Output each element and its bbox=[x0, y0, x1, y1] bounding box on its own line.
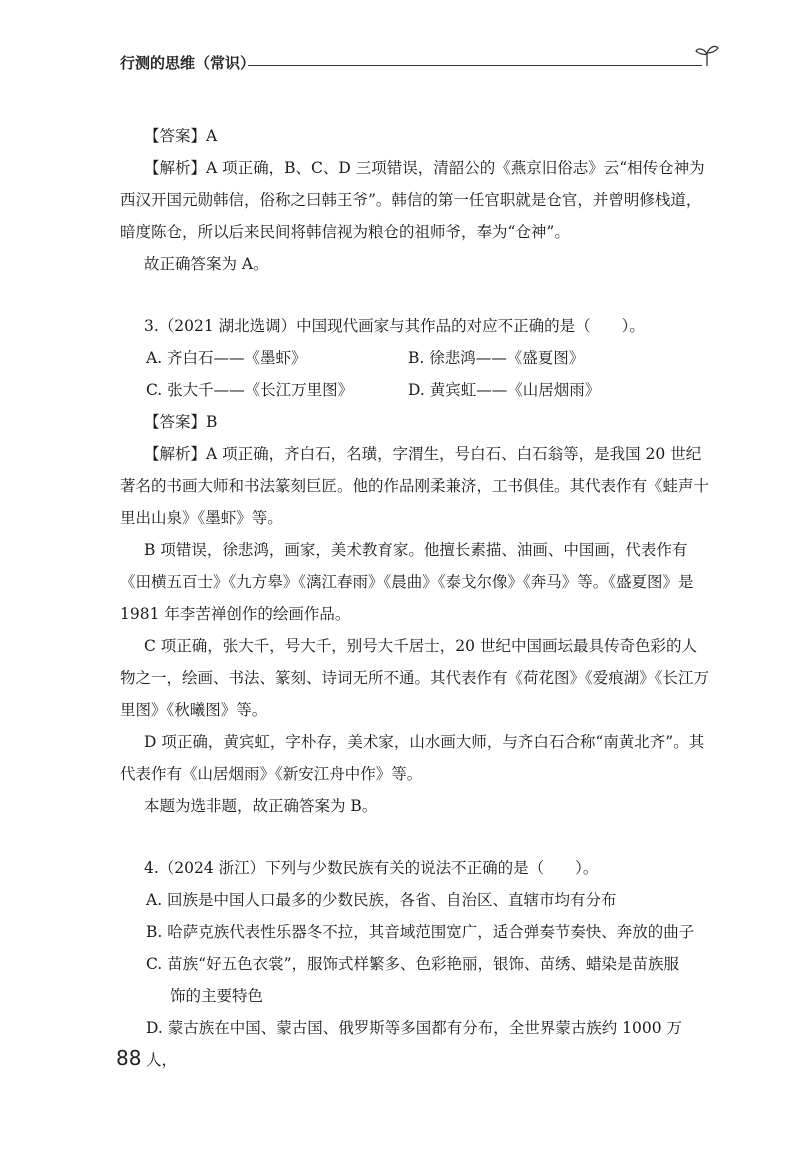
sprout-icon bbox=[694, 42, 720, 68]
q3-answer: 【答案】B bbox=[144, 413, 218, 431]
q3-option-b: B. 徐悲鸿——《盛夏图》 bbox=[408, 349, 585, 367]
q3-stem: 3.（2021 湖北选调）中国现代画家与其作品的对应不正确的是（ ）。 bbox=[144, 317, 645, 335]
page-number: 88 bbox=[116, 1046, 142, 1070]
q4-option-d: D. 蒙古族在中国、蒙古国、俄罗斯等多国都有分布，全世界蒙古族约 1000 万人， bbox=[146, 1019, 683, 1069]
q2-answer: 【答案】A bbox=[144, 127, 218, 145]
section-gap bbox=[120, 280, 710, 310]
running-header bbox=[120, 48, 720, 78]
q4-option-c-text: C. 苗族“好五色衣裳”，服饰式样繁多、色彩艳丽，银饰、苗绣、蜡染是苗族服 bbox=[146, 955, 680, 973]
q3-option-a: A. 齐白石——《墨虾》 bbox=[146, 349, 307, 367]
section-gap bbox=[120, 822, 710, 852]
q3-analysis-d: D 项正确，黄宾虹，字朴存，美术家，山水画大师，与齐白石合称“南黄北齐”。其代表作有《山居烟雨》《新安江舟中作》等。 bbox=[120, 733, 705, 783]
header-rule bbox=[248, 65, 702, 66]
q3-conclusion: 本题为选非题，故正确答案为 B。 bbox=[144, 797, 378, 815]
q3-option-c: C. 张大千——《长江万里图》 bbox=[146, 381, 354, 399]
q4-option-a: A. 回族是中国人口最多的少数民族，各省、自治区、直辖市均有分布 bbox=[146, 891, 617, 909]
q4-option-c bbox=[120, 948, 710, 1012]
q4-option-c-continued: 饰的主要特色 bbox=[170, 987, 264, 1005]
header-title: 行测的思维（常识） bbox=[120, 54, 256, 72]
page-content bbox=[120, 120, 710, 1076]
q3-analysis-b: B 项错误，徐悲鸿，画家，美术教育家。他擅长素描、油画、中国画，代表作有《田横五百士》《九方皋》《漓江春雨》《晨曲》《泰戈尔像》《奔马》等。《盛夏图》是 1981 年李苦禅创作的绘画作品。 bbox=[120, 541, 694, 623]
q3-options bbox=[120, 342, 710, 406]
q4-stem: 4.（2024 浙江）下列与少数民族有关的说法不正确的是（ ）。 bbox=[144, 859, 599, 877]
q2-analysis: 【解析】A 项正确，B、C、D 三项错误，清韶公的《燕京旧俗志》云“相传仓神为西汉开国元勋韩信，俗称之曰韩王爷”。韩信的第一任官职就是仓官，并曾明修栈道，暗度陈仓，所以后来民间将韩信视为粮仓的祖师爷，奉为“仓神”。 bbox=[120, 159, 705, 241]
q2-conclusion: 故正确答案为 A。 bbox=[144, 255, 269, 273]
q3-analysis-a: 【解析】A 项正确，齐白石，名璜，字渭生，号白石、白石翁等，是我国 20 世纪著名的书画大师和书法篆刻巨匠。他的作品刚柔兼济，工书俱佳。其代表作有《蛙声十里出山泉》《墨虾》等。 bbox=[120, 445, 710, 527]
q3-option-d: D. 黄宾虹——《山居烟雨》 bbox=[408, 381, 601, 399]
q4-option-b: B. 哈萨克族代表性乐器冬不拉，其音域范围宽广，适合弹奏节奏快、奔放的曲子 bbox=[146, 923, 695, 941]
q3-analysis-c: C 项正确，张大千，号大千，别号大千居士，20 世纪中国画坛最具传奇色彩的人物之一，绘画、书法、篆刻、诗词无所不通。其代表作有《荷花图》《爱痕湖》《长江万里图》《秋曦图》等。 bbox=[120, 637, 710, 719]
